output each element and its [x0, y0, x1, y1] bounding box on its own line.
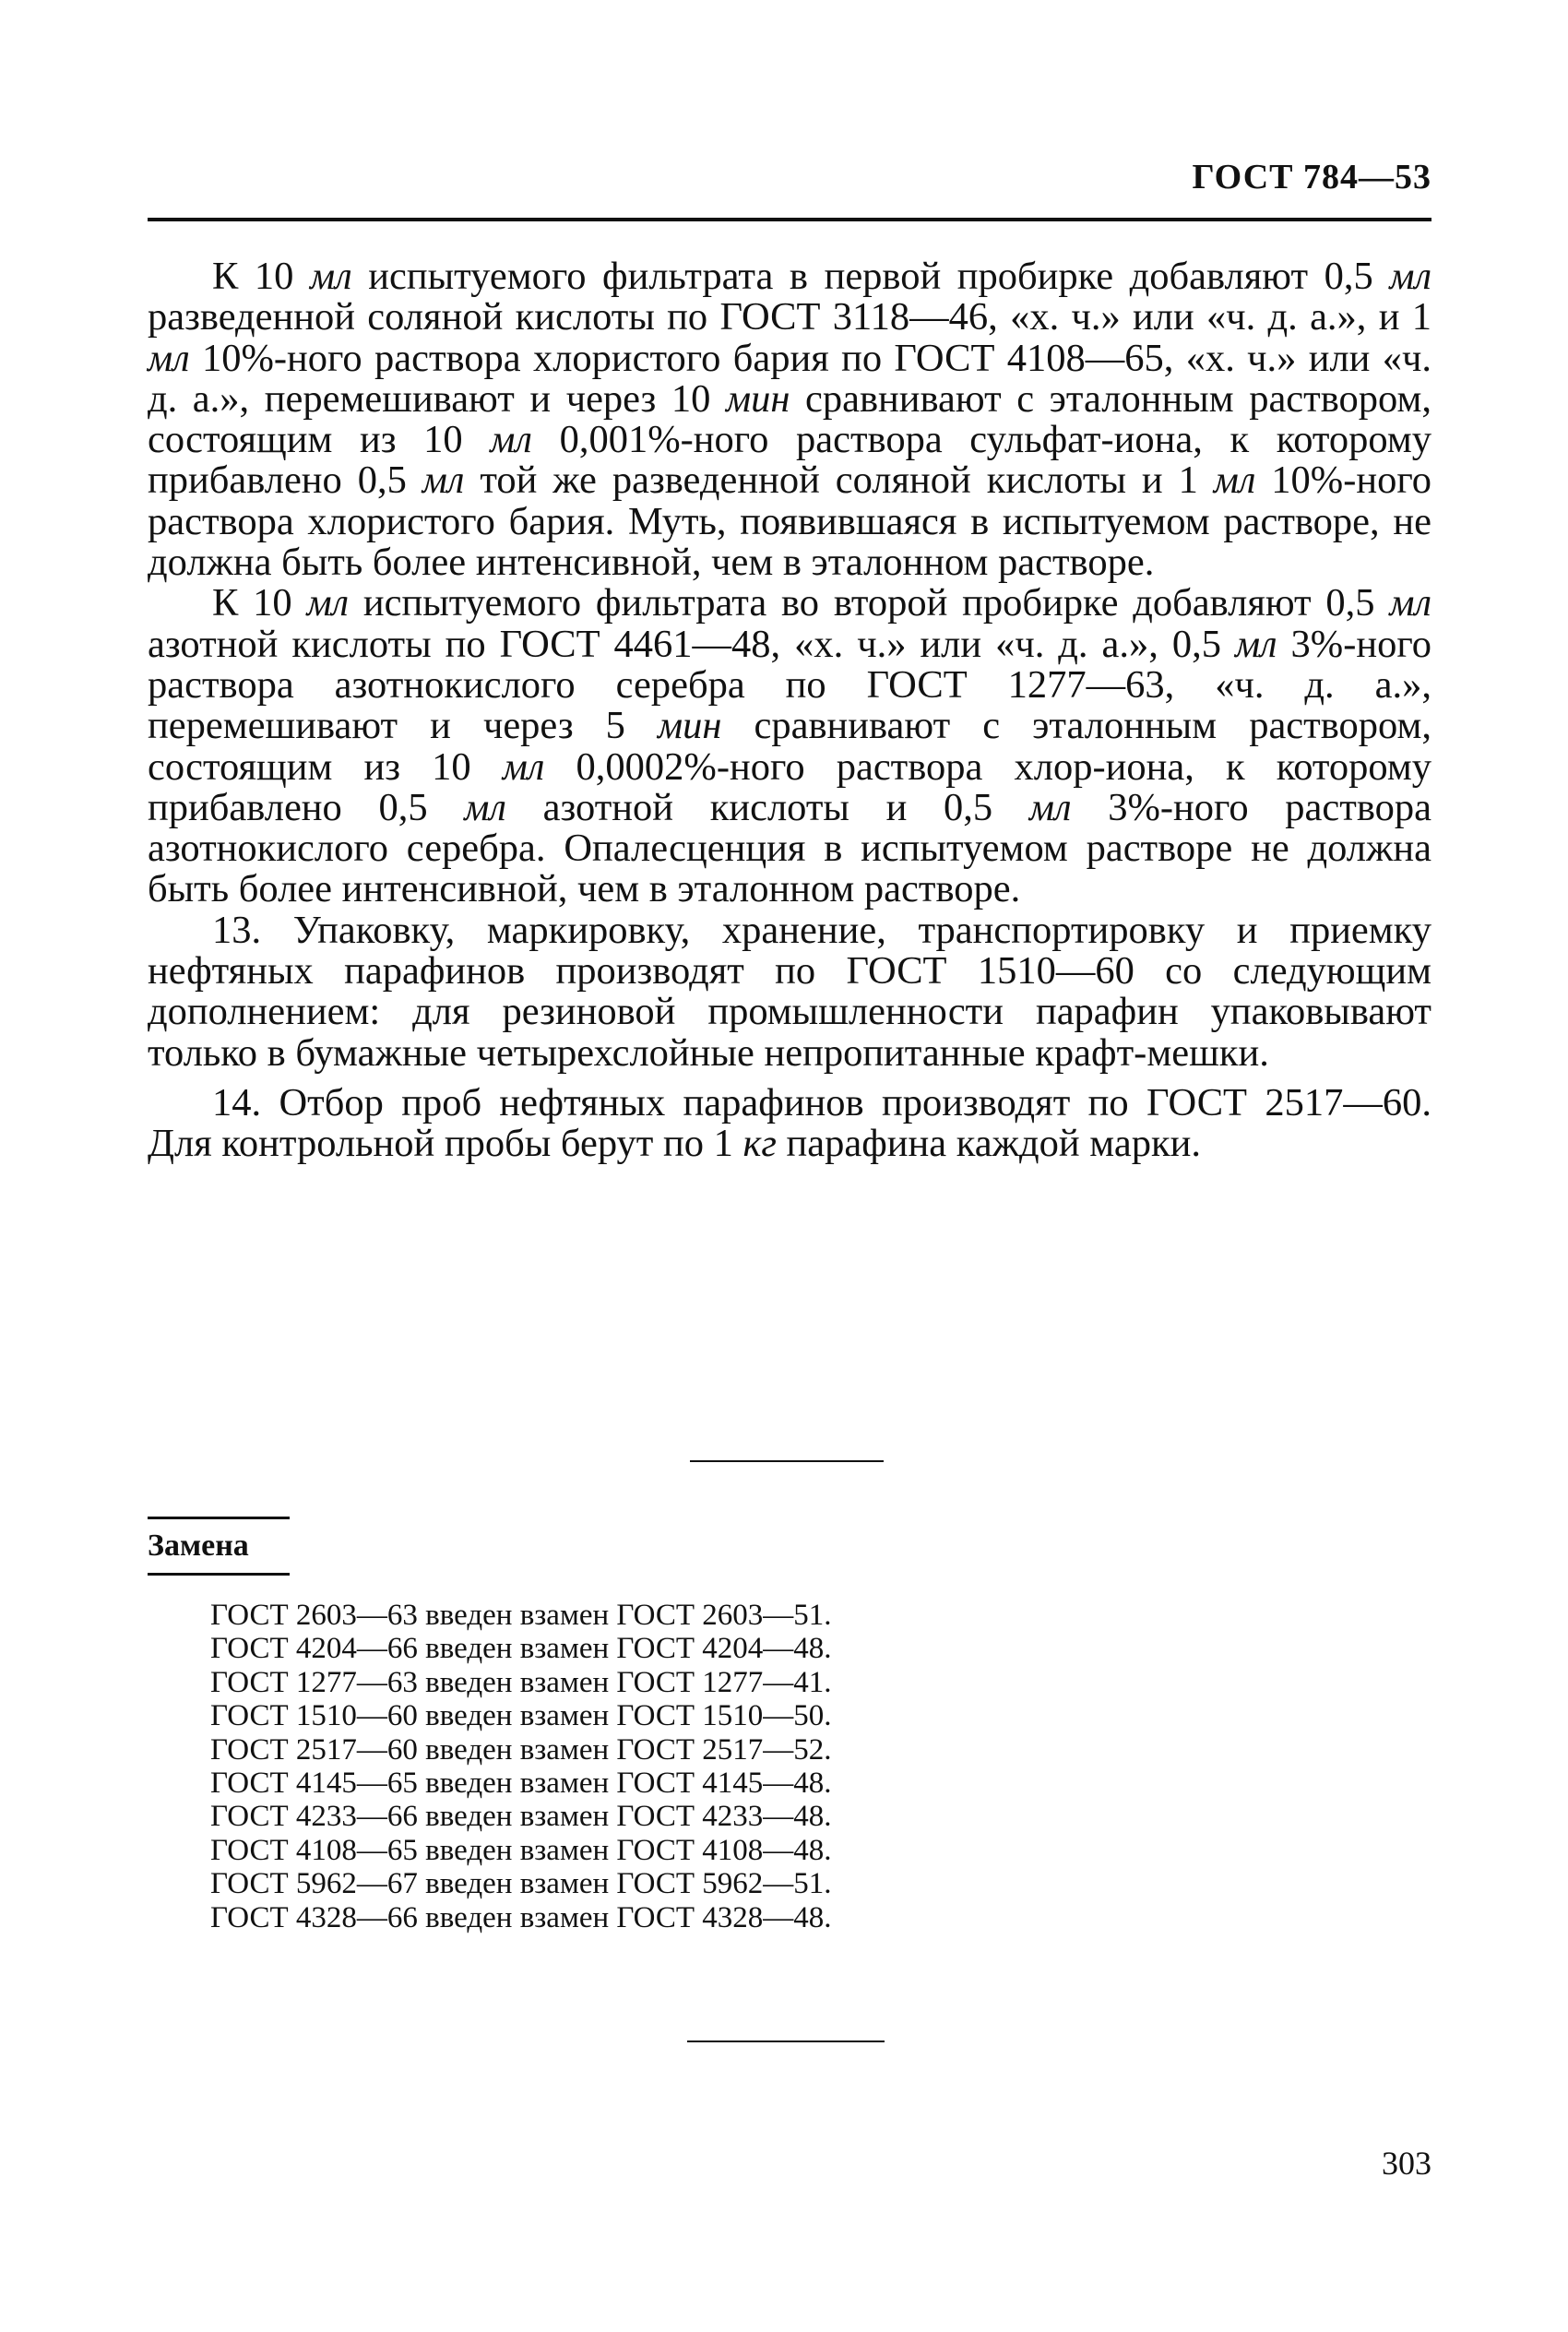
footer-divider [687, 2040, 885, 2042]
zamena-rule-top [148, 1517, 290, 1519]
section-divider [690, 1460, 884, 1462]
zamena-item: ГОСТ 4108—65 введен взамен ГОСТ 4108—48. [210, 1833, 832, 1867]
zamena-item: ГОСТ 1510—60 введен взамен ГОСТ 1510—50. [210, 1699, 832, 1733]
paragraph-packaging: 13. Упаковку, маркировку, хранение, транспортировку и приемку нефтяных парафинов производят по ГОСТ 1510—60 со следующим дополнением: для резиновой промышленности парафин упаковывают только в бумажные четырехслойные непропитанные крафт-мешки. [148, 908, 1431, 1075]
zamena-list [210, 1599, 832, 1934]
header-rule [148, 218, 1431, 221]
paragraph-sampling: 14. Отбор проб нефтяных парафинов производят по ГОСТ 2517—60. Для контрольной пробы берут по 1 кг парафина каждой марки. [148, 1080, 1431, 1166]
zamena-rule-bottom [148, 1573, 290, 1576]
zamena-item: ГОСТ 4328—66 введен взамен ГОСТ 4328—48. [210, 1900, 832, 1934]
zamena-title: Замена [148, 1529, 249, 1563]
paragraph-sulfate-test: К 10 мл испытуемого фильтрата в первой пробирке добавляют 0,5 мл разведенной соляной кислоты по ГОСТ 3118—46, «х. ч.» или «ч. д. а.», и 1 мл 10%-ного раствора хлористого бария по ГОСТ 4108—65, «х. ч.» или «ч. д. а.», перемешивают и через 10 мин сравнивают с эталонным раствором, состоящим из 10 мл 0,001%-ного раствора сульфат-иона, к которому прибавлено 0,5 мл той же разведенной соляной кислоты и 1 мл 10%-ного раствора хлористого бария. Муть, появившаяся в испытуемом растворе, не должна быть более интенсивной, чем в эталонном растворе. [148, 255, 1431, 585]
zamena-item: ГОСТ 4145—65 введен взамен ГОСТ 4145—48. [210, 1767, 832, 1801]
zamena-item: ГОСТ 4233—66 введен взамен ГОСТ 4233—48. [210, 1800, 832, 1834]
page-number: 303 [1382, 2145, 1431, 2182]
zamena-item: ГОСТ 1277—63 введен взамен ГОСТ 1277—41. [210, 1665, 832, 1699]
document-header: ГОСТ 784—53 [1192, 158, 1431, 196]
zamena-item: ГОСТ 2517—60 введен взамен ГОСТ 2517—52. [210, 1732, 832, 1767]
zamena-item: ГОСТ 5962—67 введен взамен ГОСТ 5962—51. [210, 1867, 832, 1901]
zamena-item: ГОСТ 2603—63 введен взамен ГОСТ 2603—51. [210, 1599, 832, 1632]
body-text [148, 256, 1431, 1165]
zamena-item: ГОСТ 4204—66 введен взамен ГОСТ 4204—48. [210, 1632, 832, 1666]
paragraph-chloride-test: К 10 мл испытуемого фильтрата во второй пробирке добавляют 0,5 мл азотной кислоты по ГОСТ 4461—48, «х. ч.» или «ч. д. а.», 0,5 мл 3%-ного раствора азотнокислого серебра по ГОСТ 1277—63, «ч. д. а.», перемешивают и через 5 мин сравнивают с эталонным раствором, состоящим из 10 мл 0,0002%-ного раствора хлор-иона, к которому прибавлено 0,5 мл азотной кислоты и 0,5 мл 3%-ного раствора азотнокислого серебра. Опалесценция в испытуемом растворе не должна быть более интенсивной, чем в эталонном растворе. [148, 581, 1431, 911]
